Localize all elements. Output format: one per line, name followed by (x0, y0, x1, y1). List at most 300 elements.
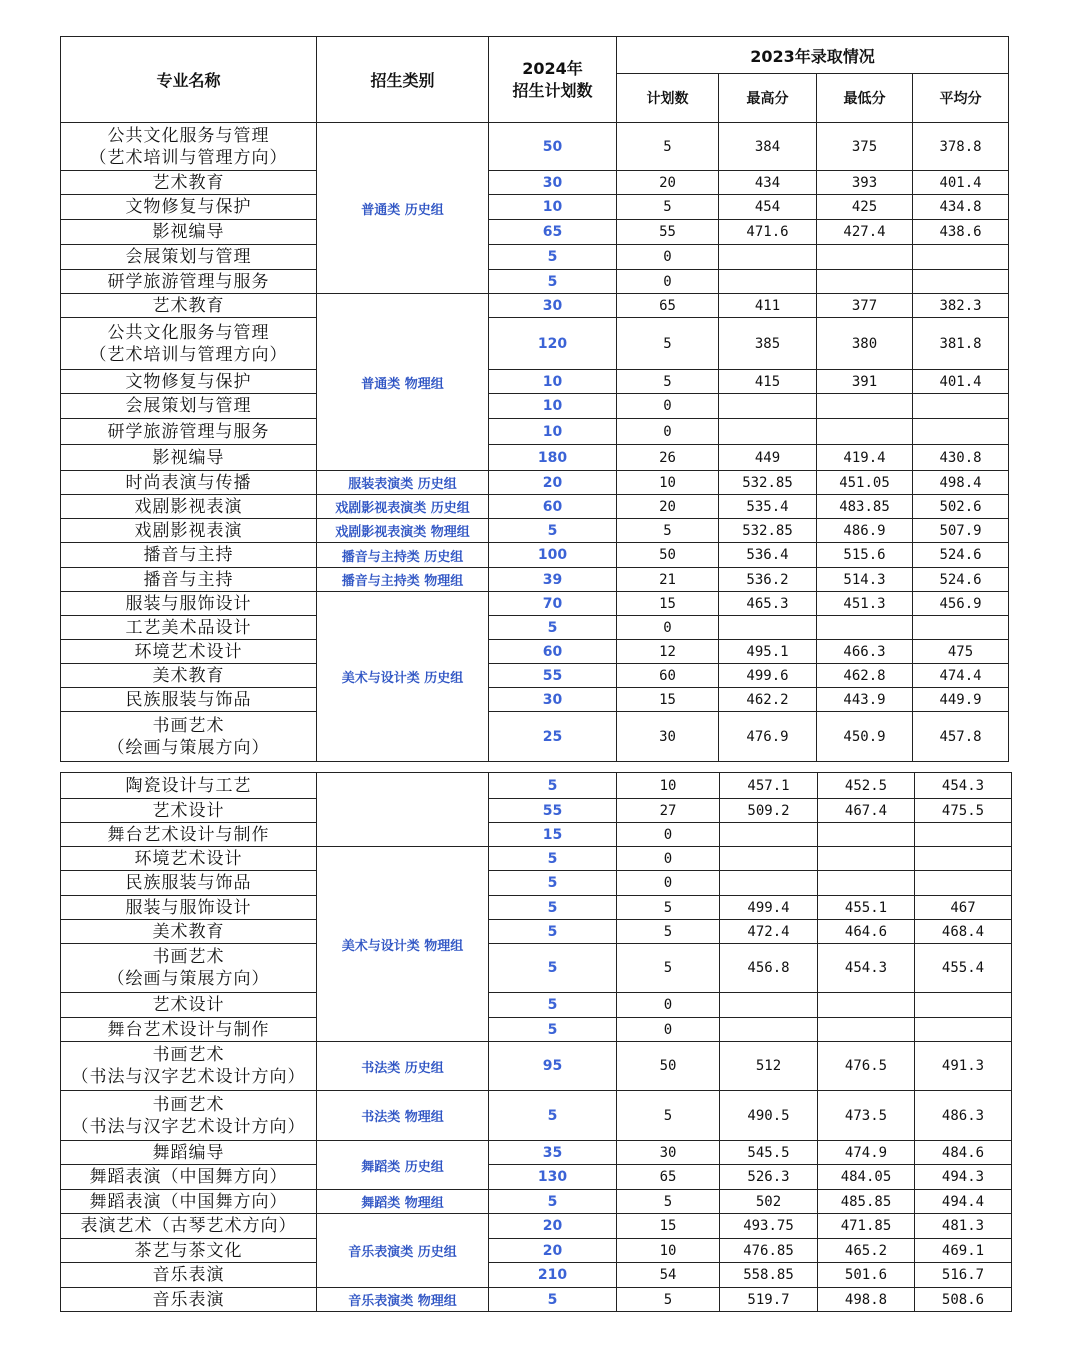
plan-2024: 210 (489, 1263, 617, 1288)
avg-score: 468.4 (915, 920, 1012, 944)
major-name: 音乐表演 (61, 1263, 317, 1288)
min-score: 451.3 (817, 592, 913, 616)
table-row (61, 171, 1009, 195)
major-name: 研学旅游管理与服务 (61, 419, 317, 445)
major-name: 服装与服饰设计 (61, 896, 317, 920)
min-score (818, 871, 915, 896)
plan-count-2023: 0 (617, 823, 720, 847)
min-score: 425 (817, 195, 913, 220)
table-row (61, 1141, 1012, 1165)
min-score: 462.8 (817, 664, 913, 688)
admission-category: 美术与设计类 历史组 (317, 592, 489, 762)
major-name: 陶瓷设计与工艺 (61, 773, 317, 799)
major-name: 舞蹈表演（中国舞方向） (61, 1190, 317, 1214)
plan-2024: 5 (489, 993, 617, 1018)
max-score: 499.6 (719, 664, 817, 688)
avg-score: 401.4 (913, 171, 1009, 195)
plan-2024: 20 (489, 1239, 617, 1263)
table-row (61, 1239, 1012, 1263)
avg-score: 498.4 (913, 471, 1009, 495)
max-score (720, 1018, 818, 1042)
table-row (61, 799, 1012, 823)
plan-2024: 5 (489, 1018, 617, 1042)
major-name: 播音与主持 (61, 568, 317, 592)
table-row (61, 495, 1009, 519)
max-score: 454 (719, 195, 817, 220)
max-score: 532.85 (719, 519, 817, 543)
max-score: 465.3 (719, 592, 817, 616)
min-score: 452.5 (818, 773, 915, 799)
avg-score (915, 823, 1012, 847)
major-name: 文物修复与保护 (61, 370, 317, 394)
avg-score: 491.3 (915, 1042, 1012, 1091)
min-score: 483.85 (817, 495, 913, 519)
plan-count-2023: 5 (617, 318, 719, 370)
table-row (61, 944, 1012, 993)
avg-score: 455.4 (915, 944, 1012, 993)
min-score: 476.5 (818, 1042, 915, 1091)
avg-score: 381.8 (913, 318, 1009, 370)
table-row (61, 896, 1012, 920)
avg-score: 378.8 (913, 123, 1009, 171)
avg-score: 494.4 (915, 1190, 1012, 1214)
avg-score: 467 (915, 896, 1012, 920)
plan-2024: 55 (489, 799, 617, 823)
table-row (61, 568, 1009, 592)
table-row (61, 847, 1012, 871)
header-max-score: 最高分 (719, 74, 817, 123)
avg-score: 481.3 (915, 1214, 1012, 1239)
max-score: 502 (720, 1190, 818, 1214)
major-name: 服装与服饰设计 (61, 592, 317, 616)
plan-2024: 20 (489, 1214, 617, 1239)
major-name: 书画艺术 （书法与汉字艺术设计方向） (61, 1042, 317, 1091)
admission-category: 普通类 历史组 (317, 123, 489, 294)
max-score: 519.7 (720, 1288, 818, 1312)
max-score: 493.75 (720, 1214, 818, 1239)
min-score: 484.05 (818, 1165, 915, 1190)
table-row (61, 773, 1012, 799)
plan-count-2023: 60 (617, 664, 719, 688)
plan-2024: 5 (489, 1190, 617, 1214)
table-row (61, 712, 1009, 762)
table-row (61, 270, 1009, 294)
max-score: 545.5 (720, 1141, 818, 1165)
plan-count-2023: 10 (617, 1239, 720, 1263)
min-score: 427.4 (817, 220, 913, 245)
admission-category: 普通类 物理组 (317, 294, 489, 471)
min-score (817, 419, 913, 445)
min-score (818, 1018, 915, 1042)
header-plan-2024: 2024年 招生计划数 (489, 37, 617, 123)
table-row (61, 823, 1012, 847)
major-name: 工艺美术品设计 (61, 616, 317, 640)
plan-count-2023: 0 (617, 616, 719, 640)
plan-count-2023: 15 (617, 1214, 720, 1239)
admission-category: 戏剧影视表演类 历史组 (317, 495, 489, 519)
min-score (818, 823, 915, 847)
min-score: 377 (817, 294, 913, 318)
plan-2024: 30 (489, 171, 617, 195)
major-name: 时尚表演与传播 (61, 471, 317, 495)
major-name: 艺术教育 (61, 294, 317, 318)
plan-count-2023: 5 (617, 896, 720, 920)
plan-count-2023: 5 (617, 370, 719, 394)
table-row (61, 294, 1009, 318)
max-score: 536.4 (719, 543, 817, 568)
plan-count-2023: 50 (617, 1042, 720, 1091)
max-score (719, 419, 817, 445)
plan-2024: 55 (489, 664, 617, 688)
max-score: 536.2 (719, 568, 817, 592)
table-row (61, 1190, 1012, 1214)
table-row (61, 543, 1009, 568)
max-score (720, 847, 818, 871)
avg-score (913, 270, 1009, 294)
table-row (61, 1018, 1012, 1042)
avg-score: 430.8 (913, 445, 1009, 471)
plan-2024: 20 (489, 471, 617, 495)
table-row (61, 220, 1009, 245)
plan-count-2023: 0 (617, 394, 719, 419)
plan-2024: 5 (489, 920, 617, 944)
admission-category: 书法类 历史组 (317, 1042, 489, 1091)
min-score: 393 (817, 171, 913, 195)
max-score: 476.9 (719, 712, 817, 762)
avg-score (915, 993, 1012, 1018)
admission-category: 戏剧影视表演类 物理组 (317, 519, 489, 543)
avg-score: 524.6 (913, 543, 1009, 568)
max-score (719, 245, 817, 270)
plan-2024: 60 (489, 495, 617, 519)
min-score: 471.85 (818, 1214, 915, 1239)
plan-count-2023: 65 (617, 294, 719, 318)
major-name: 公共文化服务与管理 （艺术培训与管理方向） (61, 123, 317, 171)
min-score: 467.4 (818, 799, 915, 823)
max-score: 535.4 (719, 495, 817, 519)
plan-2024: 5 (489, 944, 617, 993)
table-row (61, 1288, 1012, 1312)
max-score (719, 270, 817, 294)
plan-2024: 10 (489, 195, 617, 220)
avg-score: 502.6 (913, 495, 1009, 519)
plan-2024: 180 (489, 445, 617, 471)
table-row (61, 640, 1009, 664)
major-name: 民族服装与饰品 (61, 688, 317, 712)
plan-count-2023: 65 (617, 1165, 720, 1190)
table-row (61, 394, 1009, 419)
min-score: 465.2 (818, 1239, 915, 1263)
max-score: 490.5 (720, 1091, 818, 1141)
table-row (61, 1165, 1012, 1190)
avg-score (915, 1018, 1012, 1042)
major-name: 舞台艺术设计与制作 (61, 1018, 317, 1042)
admission-category: 音乐表演类 历史组 (317, 1214, 489, 1288)
min-score: 375 (817, 123, 913, 171)
major-name: 茶艺与茶文化 (61, 1239, 317, 1263)
major-name: 会展策划与管理 (61, 394, 317, 419)
major-name: 书画艺术 （书法与汉字艺术设计方向） (61, 1091, 317, 1141)
max-score: 512 (720, 1042, 818, 1091)
min-score: 474.9 (818, 1141, 915, 1165)
max-score: 384 (719, 123, 817, 171)
max-score: 499.4 (720, 896, 818, 920)
plan-count-2023: 0 (617, 993, 720, 1018)
major-name: 艺术教育 (61, 171, 317, 195)
max-score: 434 (719, 171, 817, 195)
avg-score: 484.6 (915, 1141, 1012, 1165)
avg-score: 475.5 (915, 799, 1012, 823)
min-score: 486.9 (817, 519, 913, 543)
plan-2024: 5 (489, 871, 617, 896)
table-row (61, 1263, 1012, 1288)
max-score: 449 (719, 445, 817, 471)
plan-count-2023: 5 (617, 195, 719, 220)
plan-count-2023: 15 (617, 592, 719, 616)
avg-score (913, 616, 1009, 640)
plan-2024: 5 (489, 270, 617, 294)
major-name: 影视编导 (61, 220, 317, 245)
min-score: 498.8 (818, 1288, 915, 1312)
max-score: 456.8 (720, 944, 818, 993)
table-row (61, 664, 1009, 688)
min-score: 455.1 (818, 896, 915, 920)
min-score: 380 (817, 318, 913, 370)
plan-2024: 120 (489, 318, 617, 370)
avg-score: 494.3 (915, 1165, 1012, 1190)
plan-2024: 5 (489, 896, 617, 920)
plan-count-2023: 50 (617, 543, 719, 568)
min-score (817, 616, 913, 640)
table-row (61, 318, 1009, 370)
table-row (61, 616, 1009, 640)
plan-2024: 25 (489, 712, 617, 762)
table-row (61, 1214, 1012, 1239)
major-name: 戏剧影视表演 (61, 519, 317, 543)
min-score (817, 394, 913, 419)
major-name: 播音与主持 (61, 543, 317, 568)
header-category: 招生类别 (317, 37, 489, 123)
plan-2024: 5 (489, 1091, 617, 1141)
admission-category: 书法类 物理组 (317, 1091, 489, 1141)
major-name: 美术教育 (61, 664, 317, 688)
max-score (719, 616, 817, 640)
min-score: 451.05 (817, 471, 913, 495)
plan-count-2023: 5 (617, 1190, 720, 1214)
table-row (61, 471, 1009, 495)
min-score: 473.5 (818, 1091, 915, 1141)
min-score: 450.9 (817, 712, 913, 762)
major-name: 书画艺术 （绘画与策展方向） (61, 944, 317, 993)
min-score: 501.6 (818, 1263, 915, 1288)
min-score: 485.85 (818, 1190, 915, 1214)
avg-score: 508.6 (915, 1288, 1012, 1312)
plan-2024: 5 (489, 519, 617, 543)
plan-2024: 65 (489, 220, 617, 245)
table-row (61, 445, 1009, 471)
plan-count-2023: 20 (617, 495, 719, 519)
plan-2024: 5 (489, 847, 617, 871)
admission-category: 服装表演类 历史组 (317, 471, 489, 495)
header-plan-count: 计划数 (617, 74, 719, 123)
admission-category: 播音与主持类 物理组 (317, 568, 489, 592)
avg-score: 457.8 (913, 712, 1009, 762)
plan-count-2023: 0 (617, 1018, 720, 1042)
min-score (817, 245, 913, 270)
plan-count-2023: 21 (617, 568, 719, 592)
plan-2024: 5 (489, 616, 617, 640)
max-score: 472.4 (720, 920, 818, 944)
avg-score: 434.8 (913, 195, 1009, 220)
avg-score: 454.3 (915, 773, 1012, 799)
major-name: 书画艺术 （绘画与策展方向） (61, 712, 317, 762)
plan-count-2023: 5 (617, 123, 719, 171)
min-score: 464.6 (818, 920, 915, 944)
plan-2024: 70 (489, 592, 617, 616)
major-name: 会展策划与管理 (61, 245, 317, 270)
min-score (818, 993, 915, 1018)
plan-2024: 10 (489, 370, 617, 394)
avg-score: 475 (913, 640, 1009, 664)
max-score: 415 (719, 370, 817, 394)
plan-2024: 35 (489, 1141, 617, 1165)
max-score: 411 (719, 294, 817, 318)
admission-category: 舞蹈类 历史组 (317, 1141, 489, 1190)
major-name: 舞台艺术设计与制作 (61, 823, 317, 847)
min-score: 514.3 (817, 568, 913, 592)
plan-count-2023: 5 (617, 1288, 720, 1312)
max-score: 471.6 (719, 220, 817, 245)
table-row (61, 245, 1009, 270)
avg-score: 449.9 (913, 688, 1009, 712)
major-name: 环境艺术设计 (61, 847, 317, 871)
avg-score: 516.7 (915, 1263, 1012, 1288)
plan-count-2023: 15 (617, 688, 719, 712)
avg-score: 507.9 (913, 519, 1009, 543)
plan-2024: 50 (489, 123, 617, 171)
max-score: 495.1 (719, 640, 817, 664)
plan-count-2023: 0 (617, 245, 719, 270)
major-name: 研学旅游管理与服务 (61, 270, 317, 294)
major-name: 舞蹈表演（中国舞方向） (61, 1165, 317, 1190)
max-score (720, 871, 818, 896)
header-2023-admission: 2023年录取情况 (617, 37, 1009, 74)
plan-2024: 30 (489, 294, 617, 318)
min-score: 454.3 (818, 944, 915, 993)
major-name: 表演艺术（古琴艺术方向） (61, 1214, 317, 1239)
plan-2024: 5 (489, 773, 617, 799)
major-name: 公共文化服务与管理 （艺术培训与管理方向） (61, 318, 317, 370)
plan-2024: 130 (489, 1165, 617, 1190)
plan-count-2023: 27 (617, 799, 720, 823)
plan-count-2023: 12 (617, 640, 719, 664)
max-score: 532.85 (719, 471, 817, 495)
plan-2024: 10 (489, 419, 617, 445)
avg-score (915, 871, 1012, 896)
admission-category: 播音与主持类 历史组 (317, 543, 489, 568)
max-score (720, 823, 818, 847)
admission-category (317, 773, 489, 847)
table-row (61, 123, 1009, 171)
header-major: 专业名称 (61, 37, 317, 123)
plan-count-2023: 10 (617, 773, 720, 799)
avg-score: 382.3 (913, 294, 1009, 318)
max-score: 462.2 (719, 688, 817, 712)
max-score: 509.2 (720, 799, 818, 823)
plan-count-2023: 54 (617, 1263, 720, 1288)
avg-score: 438.6 (913, 220, 1009, 245)
plan-count-2023: 0 (617, 270, 719, 294)
plan-count-2023: 30 (617, 1141, 720, 1165)
plan-count-2023: 5 (617, 944, 720, 993)
avg-score: 469.1 (915, 1239, 1012, 1263)
header-avg-score: 平均分 (913, 74, 1009, 123)
table-row (61, 370, 1009, 394)
plan-2024: 100 (489, 543, 617, 568)
avg-score (913, 245, 1009, 270)
plan-count-2023: 0 (617, 419, 719, 445)
plan-count-2023: 26 (617, 445, 719, 471)
plan-2024: 15 (489, 823, 617, 847)
min-score: 466.3 (817, 640, 913, 664)
plan-count-2023: 5 (617, 1091, 720, 1141)
min-score: 515.6 (817, 543, 913, 568)
max-score (719, 394, 817, 419)
plan-2024: 95 (489, 1042, 617, 1091)
major-name: 影视编导 (61, 445, 317, 471)
plan-count-2023: 10 (617, 471, 719, 495)
min-score (818, 847, 915, 871)
min-score (817, 270, 913, 294)
plan-count-2023: 0 (617, 871, 720, 896)
avg-score: 401.4 (913, 370, 1009, 394)
avg-score: 524.6 (913, 568, 1009, 592)
max-score: 526.3 (720, 1165, 818, 1190)
plan-2024: 5 (489, 245, 617, 270)
header-min-score: 最低分 (817, 74, 913, 123)
plan-2024: 39 (489, 568, 617, 592)
plan-2024: 30 (489, 688, 617, 712)
max-score: 558.85 (720, 1263, 818, 1288)
table-row (61, 993, 1012, 1018)
major-name: 舞蹈编导 (61, 1141, 317, 1165)
plan-count-2023: 20 (617, 171, 719, 195)
major-name: 音乐表演 (61, 1288, 317, 1312)
major-name: 环境艺术设计 (61, 640, 317, 664)
admission-table-part2 (60, 772, 1012, 1312)
table-row (61, 1091, 1012, 1141)
max-score (720, 993, 818, 1018)
table-row (61, 592, 1009, 616)
admission-category: 音乐表演类 物理组 (317, 1288, 489, 1312)
min-score: 391 (817, 370, 913, 394)
table-row (61, 519, 1009, 543)
table-row (61, 871, 1012, 896)
table-row (61, 1042, 1012, 1091)
avg-score (913, 419, 1009, 445)
min-score: 419.4 (817, 445, 913, 471)
table-row (61, 688, 1009, 712)
admission-category: 舞蹈类 物理组 (317, 1190, 489, 1214)
major-name: 艺术设计 (61, 799, 317, 823)
max-score: 385 (719, 318, 817, 370)
avg-score: 456.9 (913, 592, 1009, 616)
plan-2024: 60 (489, 640, 617, 664)
table-row (61, 419, 1009, 445)
min-score: 443.9 (817, 688, 913, 712)
major-name: 民族服装与饰品 (61, 871, 317, 896)
plan-2024: 10 (489, 394, 617, 419)
